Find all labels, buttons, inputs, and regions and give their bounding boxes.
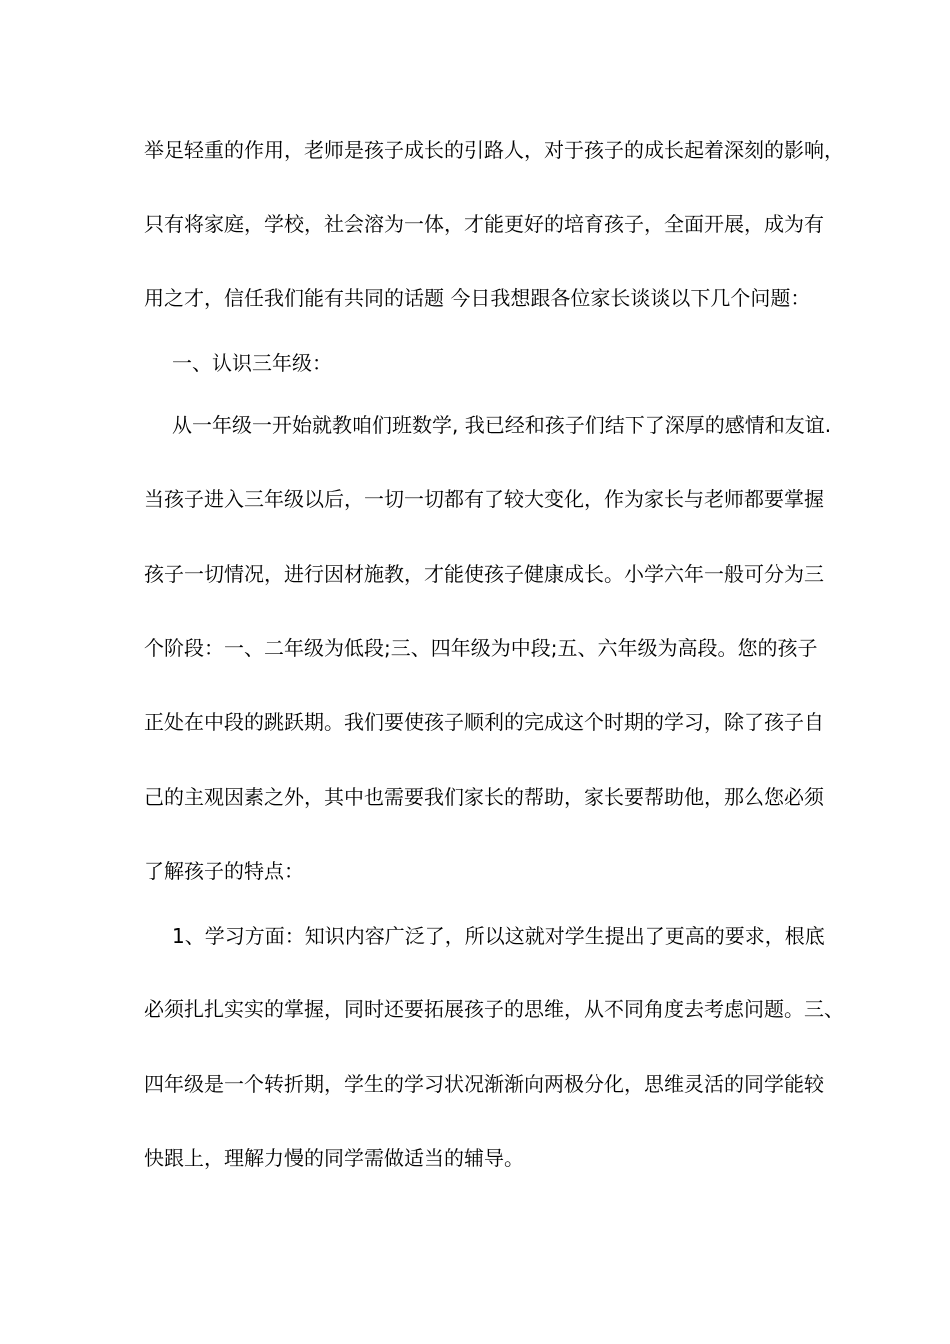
paragraph-line: 用之才，信任我们能有共同的话题 今日我想跟各位家长谈谈以下几个问题：	[144, 286, 811, 310]
paragraph-line: 孩子一切情况，进行因材施教，才能使孩子健康成长。小学六年一般可分为三	[144, 562, 824, 586]
paragraph-line: 了解孩子的特点：	[144, 859, 304, 883]
paragraph-line: 个阶段：一、二年级为低段;三、四年级为中段;五、六年级为高段。您的孩子	[144, 636, 818, 660]
paragraph-line: 正处在中段的跳跃期。我们要使孩子顺利的完成这个时期的学习，除了孩子自	[144, 710, 824, 734]
paragraph-line: 举足轻重的作用，老师是孩子成长的引路人，对于孩子的成长起着深刻的影响，	[144, 138, 844, 162]
paragraph-line: 只有将家庭，学校，社会溶为一体，才能更好的培育孩子，全面开展，成为有	[144, 212, 824, 236]
list-item-line: 1、学习方面：知识内容广泛了，所以这就对学生提出了更高的要求，根底	[172, 924, 825, 948]
paragraph-line: 当孩子进入三年级以后，一切一切都有了较大变化，作为家长与老师都要掌握	[144, 487, 824, 511]
paragraph-line: 四年级是一个转折期，学生的学习状况渐渐向两极分化，思维灵活的同学能较	[144, 1072, 824, 1096]
paragraph-line: 己的主观因素之外，其中也需要我们家长的帮助，家长要帮助他，那么您必须	[144, 785, 824, 809]
paragraph-line: 从一年级一开始就教咱们班数学, 我已经和孩子们结下了深厚的感情和友谊.	[172, 413, 832, 437]
section-heading: 一、认识三年级：	[172, 351, 332, 375]
paragraph-line: 快跟上，理解力慢的同学需做适当的辅导。	[144, 1146, 524, 1170]
paragraph-line: 必须扎扎实实的掌握，同时还要拓展孩子的思维，从不同角度去考虑问题。三、	[144, 997, 844, 1021]
